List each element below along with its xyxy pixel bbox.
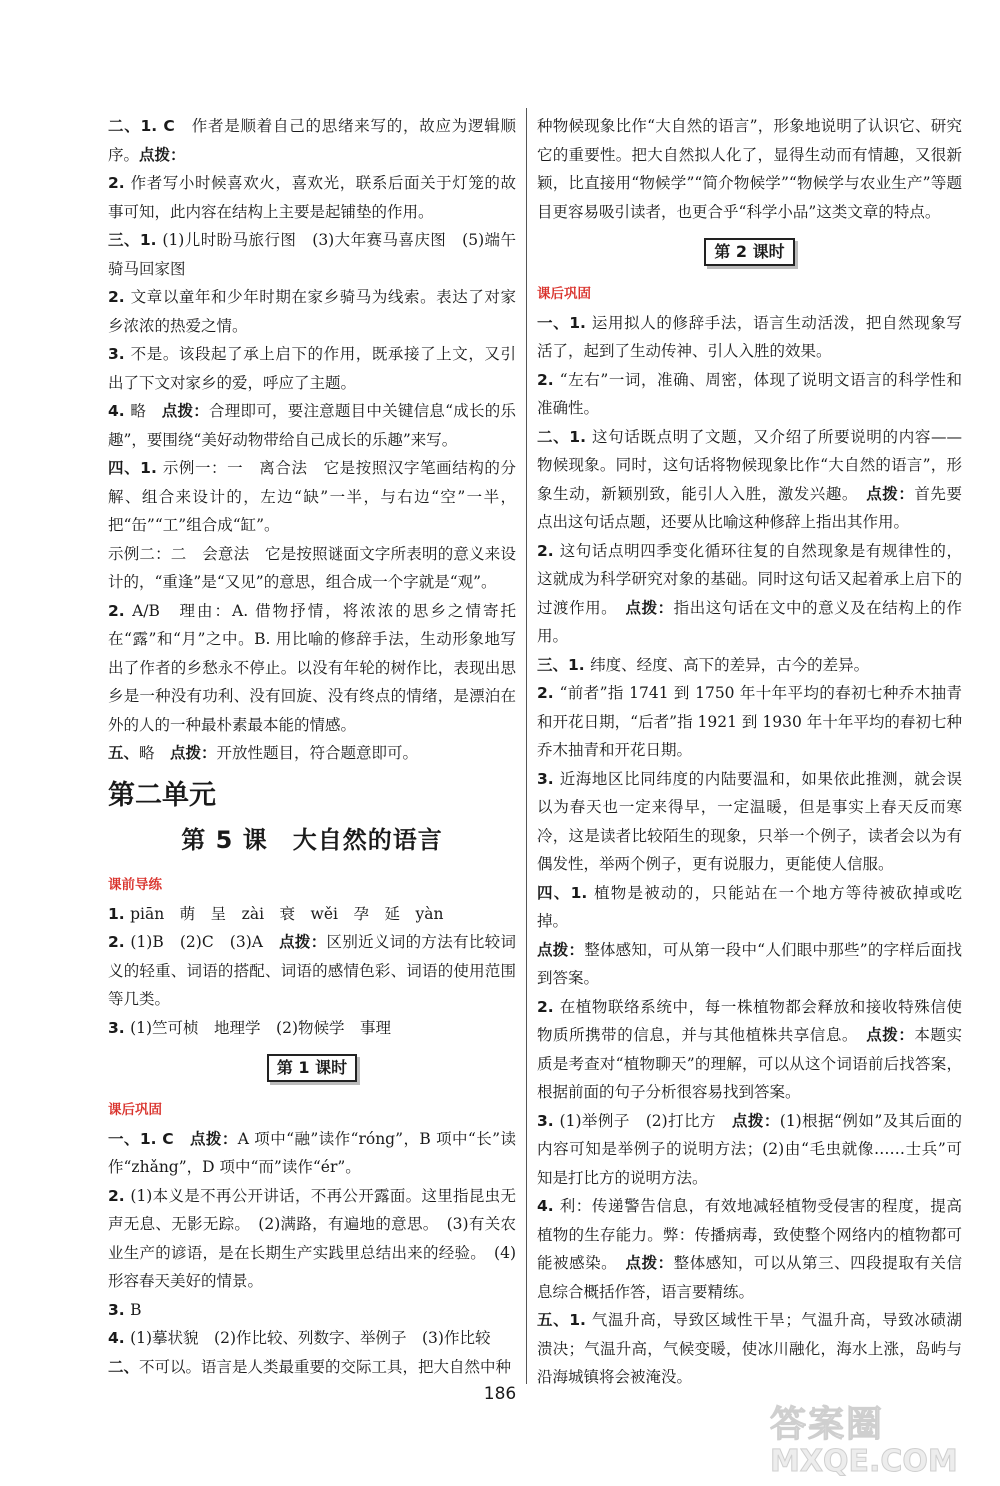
answer-text: 不可以。语言是人类最重要的交际工具，把大自然中种 [139,1357,512,1376]
hint-text: 开放性题目，符合题意即可。 [216,744,419,762]
answer-item [108,454,516,540]
answer-item [537,1306,962,1392]
answer-number: 五、 [108,744,140,762]
hint-label: 点拨： [537,940,585,959]
answer-number: 2. [108,1186,131,1205]
answer-item [537,1192,962,1306]
hint-text: 合理即可，要注意题目中关键信息“成长的乐趣”，要围绕“美好动物带给自己成长的乐趣”来写。 [108,402,516,449]
answer-item [537,651,962,680]
answer-number: 2. [537,541,560,560]
answer-text: 在植物联络系统中，每一株植物都会释放和接收特殊信使物质所携带的信息，并与其他植株共享信息。 [537,997,962,1044]
answer-item [537,366,962,423]
answer-number: 4. [108,1329,131,1347]
hint-text: 整体感知，可从第一段中“人们眼中那些”的字样后面找到答案。 [537,940,962,987]
answer-text: (1)本义是不再公开讲话，不再公开露面。这里指昆虫无声无息、无影无踪。 (2)满路，有遍地的意思。 (3)有关农业生产的谚语，是在长期生产实践里总结出来的经验。 (4)形容春天美好的情景。 [108,1186,516,1290]
answer-item [108,1296,516,1325]
section-heading-post: 课后巩固 [108,1101,162,1118]
page-number: 186 [483,1384,517,1404]
left-column [108,112,516,1381]
answers-pre [108,900,516,1043]
answer-item [108,226,516,283]
hint-label: 点拨： [170,744,217,762]
answer-number: 四、1. [108,459,163,477]
answer-item [537,879,962,936]
answer-item [537,309,962,366]
answer-number: 2. [537,370,560,389]
answer-text: 略 [139,744,171,762]
watermark-logo [770,1405,995,1483]
answer-number: 2. [108,933,131,951]
answer-item [537,765,962,879]
answer-item [537,423,962,537]
answer-number: 三、1. [537,655,591,674]
answer-number: 三、1. [108,231,163,249]
answer-item [537,112,962,226]
section-heading-pre: 课前导练 [108,876,162,893]
answer-item [537,679,962,765]
answer-item [537,537,962,651]
answer-number: 2. [537,684,560,702]
answer-item [108,1014,516,1043]
answer-item [108,1324,516,1353]
hint-text: 区别近义词的方法有比较词义的轻重、词语的搭配、词语的感情色彩、词语的使用范围等几类。 [108,933,516,1008]
hint-label: 点拨： [866,1026,915,1044]
hint-label: 点拨： [625,1254,674,1272]
hint-label: 点拨： [279,933,327,951]
answer-item [108,283,516,340]
answers-period2 [537,309,962,1392]
answer-item [537,936,962,993]
answer-item [108,597,516,740]
answer-text: B [130,1300,142,1319]
answer-number: 2. [108,174,131,192]
watermark-text: 答案圈 [770,1404,885,1445]
answer-text: 略 [130,402,162,420]
hint-label: 点拨： [625,598,674,617]
lesson-title: 第 5 课 大自然的语言 [181,825,443,854]
column-divider [526,108,527,1384]
answer-number: 2. [108,288,131,306]
answer-text: 近海地区比同纬度的内陆要温和，如果依此推测，就会误以为春天也一定来得早，一定温暖，但是事实上春天反而寒冷，这是读者比较陌生的现象，只举一个例子，读者会以为有偶发性，举两个例子，更有说服力，更能使人信服。 [537,769,962,873]
answers-unit1 [108,112,516,768]
answer-text: 这句话点明四季变化循环往复的自然现象是有规律性的，这就成为科学研究对象的基础。同时这句话又起着承上启下的过渡作用。 [537,541,962,617]
answer-text: (1)儿时盼马旅行图 (3)大年赛马喜庆图 (5)端午骑马回家图 [108,231,516,278]
hint-text: A 项中“融”读作“róng”，B 项中“长”读作“zhǎng”，D 项中“而”读作“ér”。 [108,1129,516,1176]
answer-number: 3. [537,769,560,788]
answer-number: 二、1. C [108,117,192,135]
answer-text: 作者写小时候喜欢火，喜欢光，联系后面关于灯笼的故事可知，此内容在结构上主要是起铺垫的作用。 [108,174,516,221]
answer-text: 示例二：二 会意法 它是按照谜面文字所表明的意义来设计的，“重逢”是“又见”的意思，组合成一个字就是“观”。 [108,544,516,591]
answer-text: 不是。该段起了承上启下的作用，既承接了上文，又引出了下文对家乡的爱，呼应了主题。 [108,345,516,392]
answer-item [537,1107,962,1193]
answer-item [108,928,516,1014]
answer-number: 一、1. [537,313,592,332]
answer-text: 这句话既点明了文题，又介绍了所要说明的内容——物候现象。同时，这句话将物候现象比作“大自然的语言”，形象生动，新颖别致，能引人入胜，激发兴趣。 [537,427,962,503]
answer-text: A/B 理由：A. 借物抒情，将浓浓的思乡之情寄托在“露”和“月”之中。B. 用比喻的修辞手法，生动形象地写出了作者的乡愁永不停止。以没有年轮的树作比，表现出思乡是一种没有功利、没有回旋、没有终点的情绪，是漂泊在外的人的一种最朴素最本能的情感。 [108,601,517,734]
answer-number: 一、1. C [108,1129,191,1148]
answer-text: (1)B (2)C (3)A [130,933,280,951]
answer-number: 2. [108,601,133,620]
answer-item [537,993,962,1107]
right-column [537,112,962,1392]
answer-text: “前者”指 1741 到 1750 年十年平均的春初七种乔木抽青和开花日期，“后者”指 1921 到 1930 年十年平均的春初七种乔木抽青和开花日期。 [537,684,962,759]
answer-text: (1)摹状貌 (2)作比较、列数字、举例子 (3)作比较 [130,1329,491,1347]
answer-item [108,340,516,397]
unit-title: 第二单元 [108,779,216,811]
hint-label: 点拨： [161,402,210,420]
answers-post [108,1125,516,1382]
answer-number: 3. [108,1300,131,1319]
answer-number: 四、1. [537,883,594,902]
answer-item [108,112,516,169]
answer-number: 4. [537,1197,560,1215]
answer-item [108,540,516,597]
hint-text: 本题实质是考查对“植物聊天”的理解，可以从这个词语前后找答案，根据前面的句子分析很容易找到答案。 [537,1026,962,1101]
answer-text: 作者是顺着自己的思绪来写的，故应为逻辑顺序。 [108,117,516,164]
answer-number: 二、 [108,1357,140,1376]
section-heading-post-2: 课后巩固 [537,285,591,302]
answer-text: “左右”一词，准确、周密，体现了说明文语言的科学性和准确性。 [537,370,962,417]
answer-text: 植物是被动的，只能站在一个地方等待被砍掉或吃掉。 [537,883,962,930]
answer-item [108,397,516,454]
answer-item [108,1182,516,1296]
answer-number: 3. [108,345,131,363]
hint-text: 整体感知，可以从第三、四段提取有关信息综合概括作答，语言要精练。 [537,1254,962,1301]
period-1-box: 第 1 课时 [267,1054,357,1082]
answer-number: 二、1. [537,427,592,446]
answer-text: 种物候现象比作“大自然的语言”，形象地说明了认识它、研究它的重要性。把大自然拟人化了，显得生动而有情趣，又很新颖，比直接用“物候学”“简介物候学”“物候学与农业生产”等题目更容易吸引读者，也更合乎“科学小品”这类文章的特点。 [537,117,962,221]
answer-number: 3. [108,1018,131,1037]
hint-label: 点拨： [139,145,186,164]
answer-item [108,739,516,768]
period-2-box: 第 2 课时 [704,238,794,266]
answers-continued [537,112,962,226]
hint-label: 点拨： [866,484,915,503]
answer-number: 3. [537,1111,560,1130]
answer-number: 4. [108,402,131,420]
answer-text: 文章以童年和少年时期在家乡骑马为线索。表达了对家乡浓浓的热爱之情。 [108,288,516,335]
answer-item [108,169,516,226]
answer-text: 运用拟人的修辞手法，语言生动活泼，把自然现象写活了，起到了生动传神、引人入胜的效果。 [537,313,962,360]
answer-item [108,1125,516,1182]
hint-text: 指出这句话在文中的意义及在结构上的作用。 [537,598,962,645]
watermark-url: MXQE.COM [770,1444,958,1479]
hint-label: 点拨： [190,1129,238,1148]
answer-text: 利：传递警告信息，有效地减轻植物受侵害的程度，提高植物的生存能力。弊：传播病毒，致使整个网络内的植物都可能被感染。 [537,1197,962,1272]
answer-number: 2. [537,997,560,1016]
answer-text: 纬度、经度、高下的差异，古今的差异。 [590,655,870,674]
answer-item [108,900,516,929]
answer-text: (1)举例子 (2)打比方 [559,1111,732,1130]
hint-text: 首先要点出这句话点题，还要从比喻这种修辞上指出其作用。 [537,484,962,531]
hint-text: (1)根据“例如”及其后面的内容可知是举例子的说明方法；(2)由“毛虫就像……士兵”可知是打比方的说明方法。 [537,1111,962,1187]
answer-text: (1)竺可桢 地理学 (2)物候学 事理 [130,1018,391,1037]
answer-number: 五、1. [537,1311,592,1329]
answer-text: 示例一：一 离合法 它是按照汉字笔画结构的分解、组合来设计的，左边“缺”一半，与右边“空”一半，把“缶”“工”组合成“缸”。 [108,459,516,534]
answer-text: piān 萌 呈 zài 衰 wěi 孕 延 yàn [130,904,444,923]
answer-text: 气温升高，导致区域性干旱；气温升高，导致冰碛湖溃决；气温升高，气候变暖，使冰川融化，海水上涨，岛屿与沿海城镇将会被淹没。 [537,1311,962,1386]
answer-number: 1. [108,904,131,923]
hint-label: 点拨： [731,1111,780,1130]
answer-item [108,1353,516,1382]
